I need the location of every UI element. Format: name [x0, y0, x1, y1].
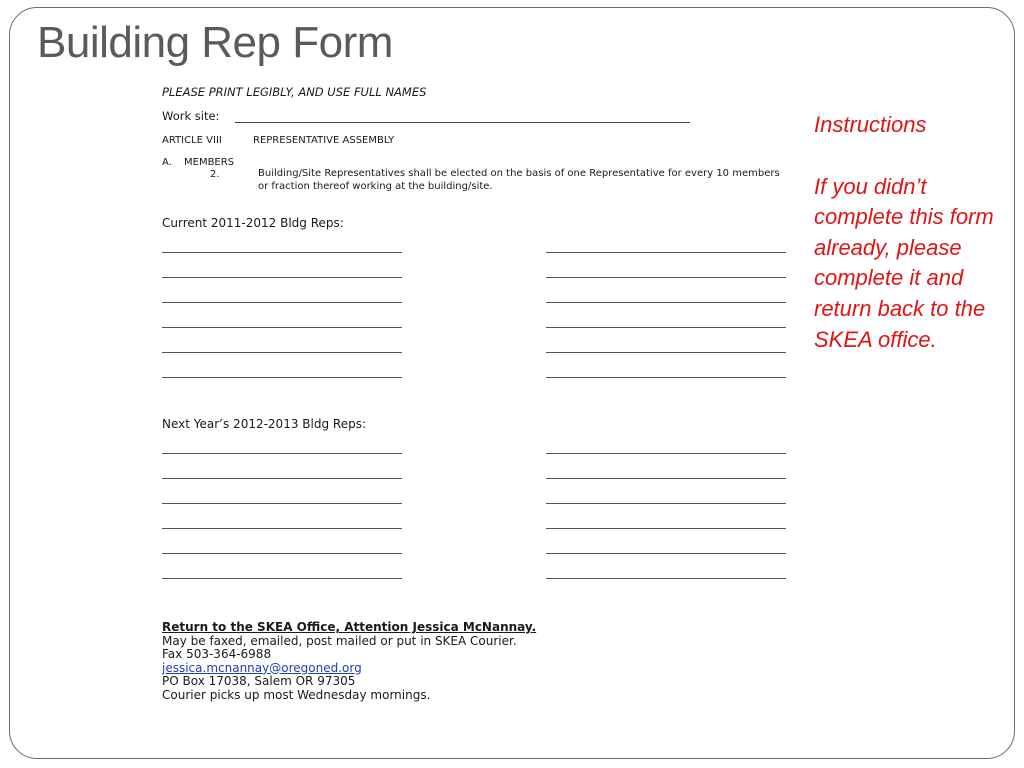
clause-text: Building/Site Representatives shall be elected on the basis of one Representative for every 10 members or fraction thereof working at the building/site. — [258, 168, 780, 192]
current-rep-field[interactable] — [162, 377, 402, 378]
members-heading — [162, 157, 235, 168]
submission-methods: May be faxed, emailed, post mailed or put in SKEA Courier. — [162, 633, 517, 648]
next-rep-field[interactable] — [162, 553, 402, 554]
instructions-panel — [814, 110, 1004, 355]
article-heading — [162, 135, 395, 146]
current-reps-label: Current 2011-2012 Bldg Reps: — [162, 216, 344, 230]
contact-block — [162, 621, 536, 703]
mailing-address: PO Box 17038, Salem OR 97305 — [162, 674, 356, 689]
article-title: REPRESENTATIVE ASSEMBLY — [253, 135, 395, 146]
instructions-title: Instructions — [814, 112, 927, 137]
current-rep-field[interactable] — [162, 277, 402, 278]
next-rep-field[interactable] — [546, 503, 786, 504]
members-letter: A. — [162, 157, 172, 168]
next-rep-field[interactable] — [162, 478, 402, 479]
current-rep-field[interactable] — [162, 327, 402, 328]
slide-title: Building Rep Form — [37, 18, 393, 67]
next-rep-field[interactable] — [162, 578, 402, 579]
courier-note: Courier picks up most Wednesday mornings. — [162, 687, 431, 702]
current-rep-field[interactable] — [546, 327, 786, 328]
current-rep-field[interactable] — [546, 377, 786, 378]
next-rep-field[interactable] — [546, 578, 786, 579]
form-heading: PLEASE PRINT LEGIBLY, AND USE FULL NAMES — [162, 85, 427, 99]
current-rep-field[interactable] — [546, 252, 786, 253]
members-label: MEMBERS — [184, 157, 235, 168]
next-rep-field[interactable] — [162, 528, 402, 529]
current-rep-field[interactable] — [546, 302, 786, 303]
article-number: ARTICLE VIII — [162, 135, 222, 146]
current-rep-field[interactable] — [162, 352, 402, 353]
next-rep-field[interactable] — [162, 453, 402, 454]
email-link[interactable]: jessica.mcnannay@oregoned.org — [162, 660, 362, 675]
current-rep-field[interactable] — [162, 302, 402, 303]
next-reps-label: Next Year’s 2012-2013 Bldg Reps: — [162, 417, 366, 431]
current-rep-field[interactable] — [546, 277, 786, 278]
current-rep-field[interactable] — [162, 252, 402, 253]
next-rep-field[interactable] — [546, 528, 786, 529]
next-rep-field[interactable] — [546, 553, 786, 554]
next-rep-field[interactable] — [162, 503, 402, 504]
instructions-body: If you didn’t complete this form already, please complete it and return back to the SKEA office. — [814, 173, 994, 352]
worksite-field[interactable] — [235, 122, 690, 123]
next-rep-field[interactable] — [546, 478, 786, 479]
current-rep-field[interactable] — [546, 352, 786, 353]
fax-number: Fax 503-364-6988 — [162, 647, 272, 662]
return-instruction: Return to the SKEA Office, Attention Jessica McNannay. — [162, 620, 537, 634]
worksite-label: Work site: — [162, 109, 220, 123]
clause-number: 2. — [210, 169, 220, 180]
next-rep-field[interactable] — [546, 453, 786, 454]
